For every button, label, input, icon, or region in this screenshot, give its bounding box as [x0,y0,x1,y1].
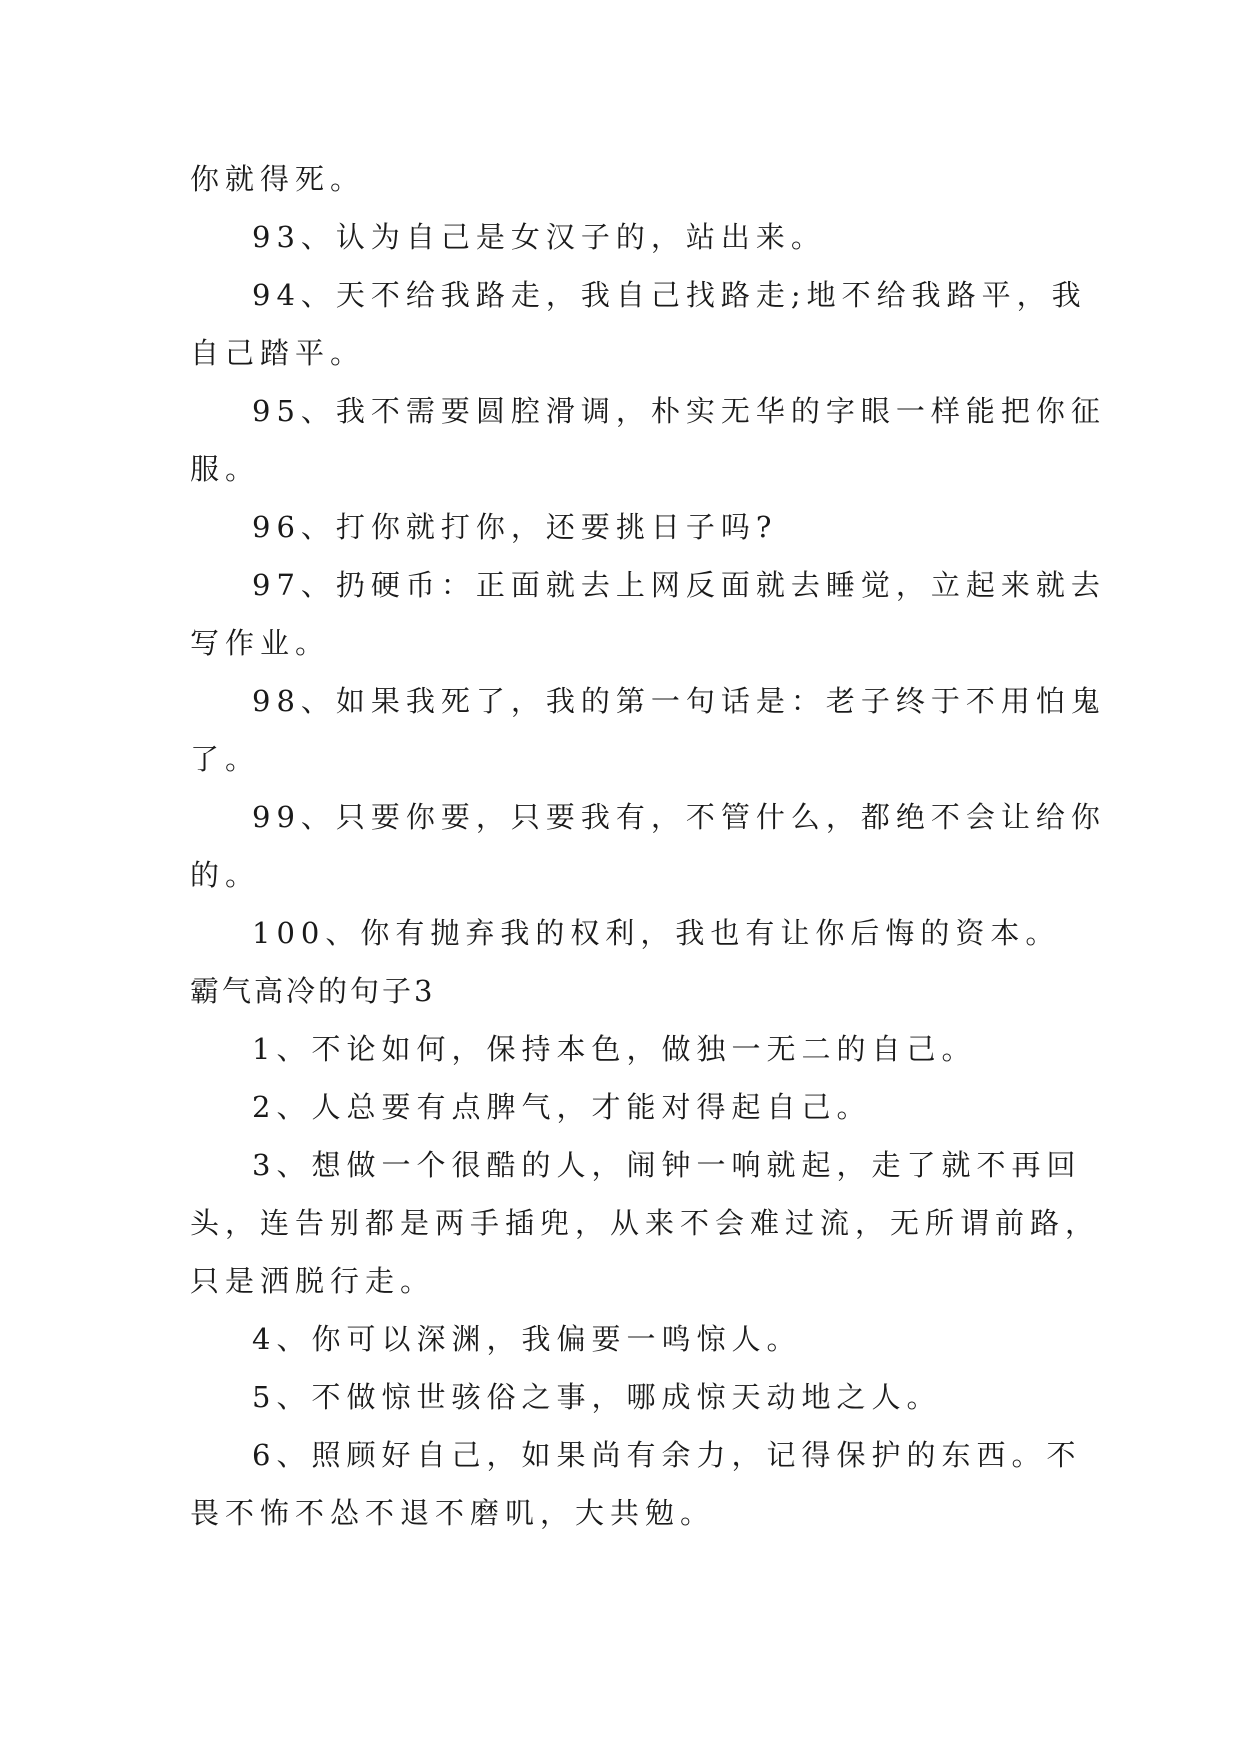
text-line: 1、不论如何，保持本色，做独一无二的自己。 [252,1032,977,1066]
text-line: 了。 [190,742,261,776]
text-line: 99、只要你要，只要我有，不管什么，都绝不会让给你 [252,800,1106,834]
text-line: 94、天不给我路走，我自己找路走;地不给我路平，我 [252,278,1087,312]
text-line: 6、照顾好自己，如果尚有余力，记得保护的东西。不 [252,1438,1082,1472]
text-line: 4、你可以深渊，我偏要一鸣惊人。 [252,1322,802,1356]
text-line: 100、你有抛弃我的权利，我也有让你后悔的资本。 [252,916,1061,950]
text-line: 畏不怖不怂不退不磨叽，大共勉。 [190,1496,716,1530]
text-line: 97、扔硬币：正面就去上网反面就去睡觉，立起来就去 [252,568,1106,602]
text-line: 96、打你就打你，还要挑日子吗? [252,510,778,544]
text-line: 写作业。 [190,626,331,660]
section-heading: 霸气高冷的句子3 [190,974,436,1008]
text-line: 3、想做一个很酷的人，闹钟一响就起，走了就不再回 [252,1148,1082,1182]
text-line: 93、认为自己是女汉子的，站出来。 [252,220,826,254]
text-line: 服。 [190,452,261,486]
text-line: 95、我不需要圆腔滑调，朴实无华的字眼一样能把你征 [252,394,1106,428]
text-line: 的。 [190,858,261,892]
text-line: 2、人总要有点脾气，才能对得起自己。 [252,1090,872,1124]
text-line: 你就得死。 [190,162,366,196]
text-line: 头，连告别都是两手插兜，从来不会难过流，无所谓前路， [190,1206,1101,1240]
text-line: 只是洒脱行走。 [190,1264,436,1298]
text-line: 自己踏平。 [190,336,366,370]
text-line: 98、如果我死了，我的第一句话是：老子终于不用怕鬼 [252,684,1106,718]
text-line: 5、不做惊世骇俗之事，哪成惊天动地之人。 [252,1380,942,1414]
document-page [190,150,1106,1542]
